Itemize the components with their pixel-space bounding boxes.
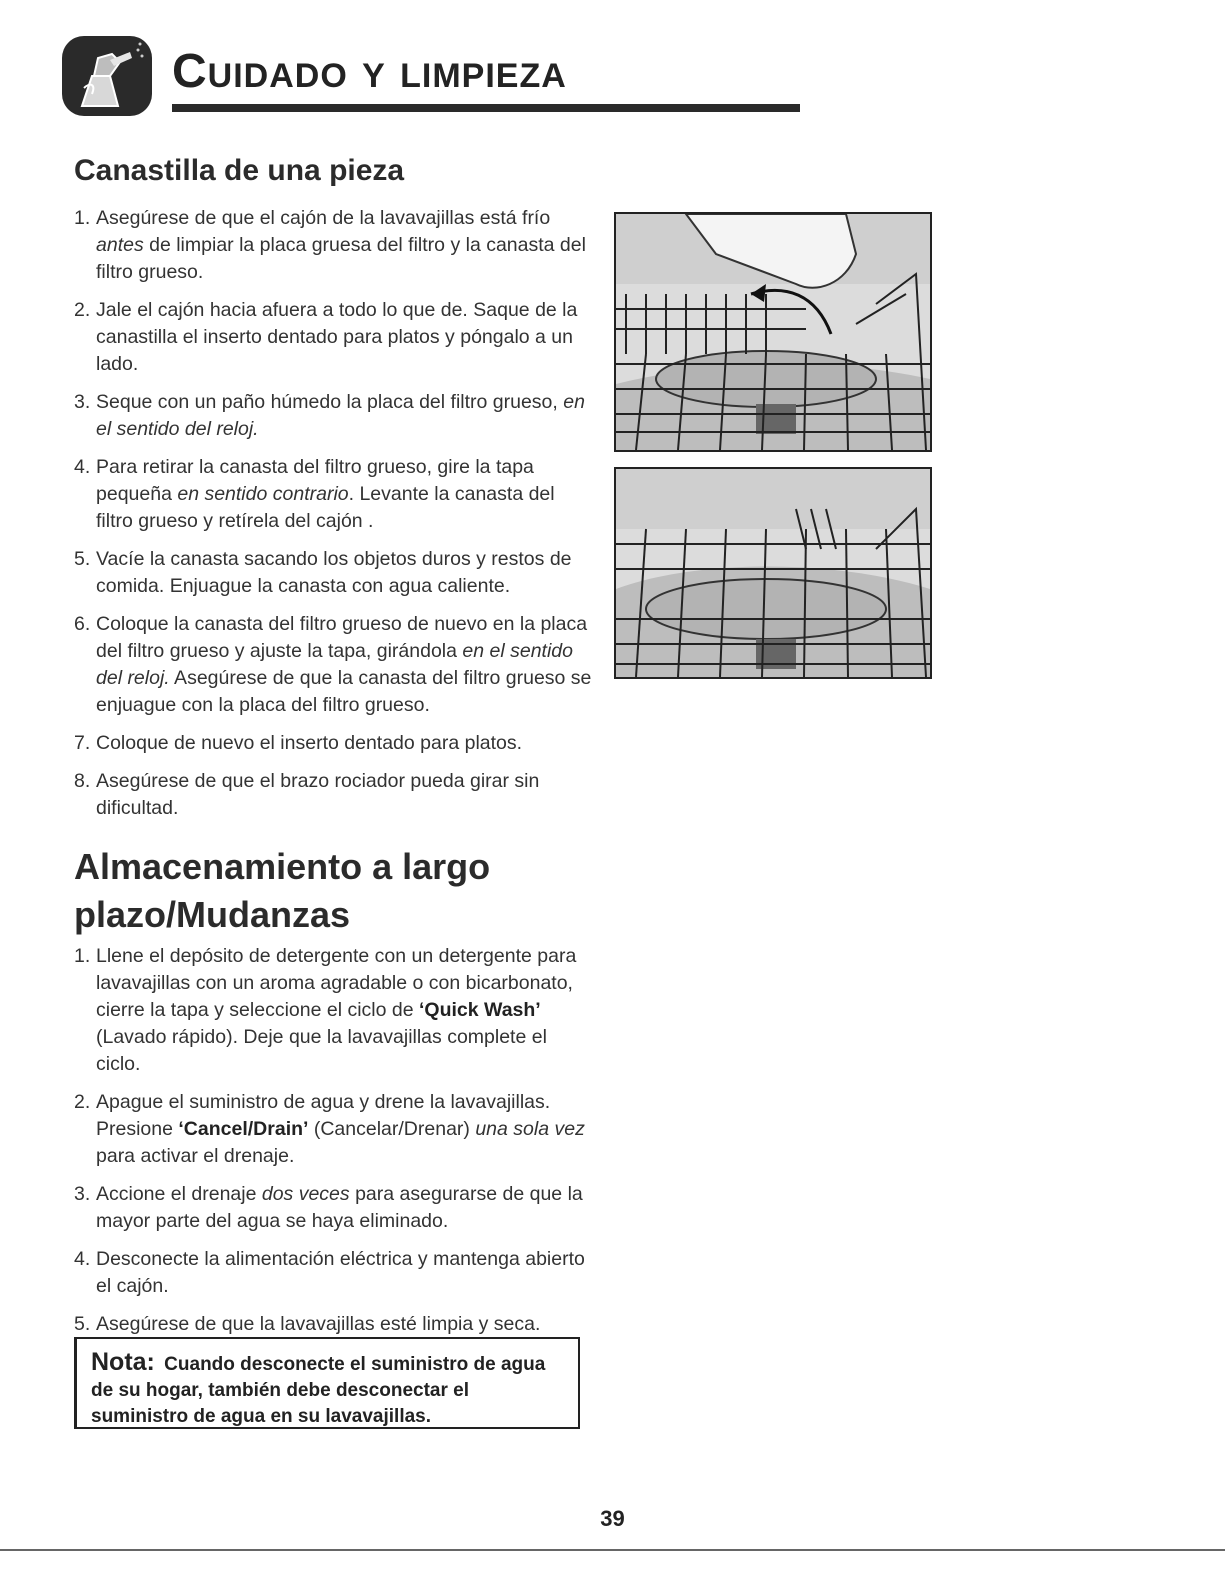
step-item xyxy=(74,1311,594,1338)
step-text: Jale el cajón hacia afuera a todo lo que de. Saque de la canastilla el inserto dentado para platos y póngalo a un lado. xyxy=(96,299,578,375)
step-text: en el sentido del reloj. xyxy=(96,391,585,440)
step-number: 2. xyxy=(74,299,91,321)
note-box xyxy=(74,1337,580,1429)
bottom-rule xyxy=(0,1549,1225,1551)
step-text: Seque con un paño húmedo la placa del filtro grueso, xyxy=(96,391,564,413)
page-header xyxy=(62,30,752,120)
step-number: 1. xyxy=(74,207,91,229)
step-item xyxy=(74,730,594,757)
step-item xyxy=(74,768,594,822)
page-title: Cuidado y limpieza xyxy=(172,45,567,98)
almacenamiento-steps-list xyxy=(74,943,594,1349)
step-text: en el sentido del reloj. xyxy=(96,640,573,689)
step-item xyxy=(74,1246,594,1300)
step-item xyxy=(74,205,594,286)
step-text: Asegúrese de que la lavavajillas esté limpia y seca. xyxy=(96,1313,541,1335)
step-text: en sentido contrario xyxy=(177,483,349,505)
rack-photo-insert-removal xyxy=(614,212,932,452)
step-text: para activar el drenaje. xyxy=(96,1145,295,1167)
step-text: dos veces xyxy=(261,1183,350,1205)
step-text: Asegúrese de que el brazo rociador pueda girar sin dificultad. xyxy=(96,770,540,819)
section-heading-canastilla: Canastilla de una pieza xyxy=(74,154,405,187)
step-item xyxy=(74,389,594,443)
step-text: Coloque de nuevo el inserto dentado para platos. xyxy=(96,732,523,754)
section-heading-almacenamiento: Almacenamiento a largo plazo/Mudanzas xyxy=(74,846,491,935)
step-text: Accione el drenaje xyxy=(96,1183,262,1205)
step-number: 7. xyxy=(74,732,91,754)
step-text: Apague el suministro de agua y drene la lavavajillas. Presione xyxy=(96,1091,551,1140)
step-text: ‘Quick Wash’ xyxy=(419,999,541,1021)
step-text: Vacíe la canasta sacando los objetos duros y restos de comida. Enjuague la canasta con agua caliente. xyxy=(96,548,572,597)
step-text: Coloque la canasta del filtro grueso de nuevo en la placa del filtro grueso y ajuste la tapa, girándola xyxy=(96,613,588,662)
step-text: Asegúrese de que el cajón de la lavavajillas está frío xyxy=(96,207,551,229)
step-text: ‘Cancel/Drain’ xyxy=(178,1118,309,1140)
title-underline xyxy=(172,104,800,112)
step-text: Llene el depósito de detergente con un detergente para lavavajillas con un aroma agradable o con bicarbonato, cierre la tapa y seleccione el ciclo de xyxy=(96,945,577,1021)
step-text: Asegúrese de que la canasta del filtro grueso se enjuague con la placa del filtro grueso. xyxy=(96,667,592,716)
rack-photo-insert-replaced xyxy=(614,467,932,679)
step-number: 4. xyxy=(74,1248,91,1270)
step-item xyxy=(74,943,594,1078)
note-text: Cuando desconecte el suministro de agua de su hogar, también debe desconectar el suministro de agua en su lavavajillas. xyxy=(91,1354,546,1427)
step-item xyxy=(74,1089,594,1170)
step-number: 5. xyxy=(74,548,91,570)
canastilla-steps-list xyxy=(74,205,594,833)
step-text: Para retirar la canasta del filtro grueso, gire la tapa pequeña xyxy=(96,456,534,505)
step-number: 1. xyxy=(74,945,91,967)
spray-bottle-icon xyxy=(62,36,152,116)
step-item xyxy=(74,1181,594,1235)
step-item xyxy=(74,454,594,535)
step-number: 8. xyxy=(74,770,91,792)
step-text: una sola vez xyxy=(475,1118,585,1140)
step-text: (Lavado rápido). Deje que la lavavajillas complete el ciclo. xyxy=(96,1026,547,1075)
step-number: 6. xyxy=(74,613,91,635)
step-number: 3. xyxy=(74,391,91,413)
step-text: . Levante la canasta del filtro grueso y retírela del cajón . xyxy=(96,483,555,532)
step-number: 5. xyxy=(74,1313,91,1335)
step-text: para asegurarse de que la mayor parte del agua se haya eliminado. xyxy=(96,1183,583,1232)
step-item xyxy=(74,297,594,378)
step-item xyxy=(74,611,594,719)
step-text: de limpiar la placa gruesa del filtro y la canasta del filtro grueso. xyxy=(96,234,586,283)
step-text: antes xyxy=(96,234,144,256)
step-number: 3. xyxy=(74,1183,91,1205)
step-item xyxy=(74,546,594,600)
step-text: (Cancelar/Drenar) xyxy=(308,1118,476,1140)
step-number: 4. xyxy=(74,456,91,478)
note-label: Nota: xyxy=(91,1348,155,1376)
step-text: Desconecte la alimentación eléctrica y mantenga abierto el cajón. xyxy=(96,1248,585,1297)
page-number: 39 xyxy=(600,1506,625,1531)
step-number: 2. xyxy=(74,1091,91,1113)
